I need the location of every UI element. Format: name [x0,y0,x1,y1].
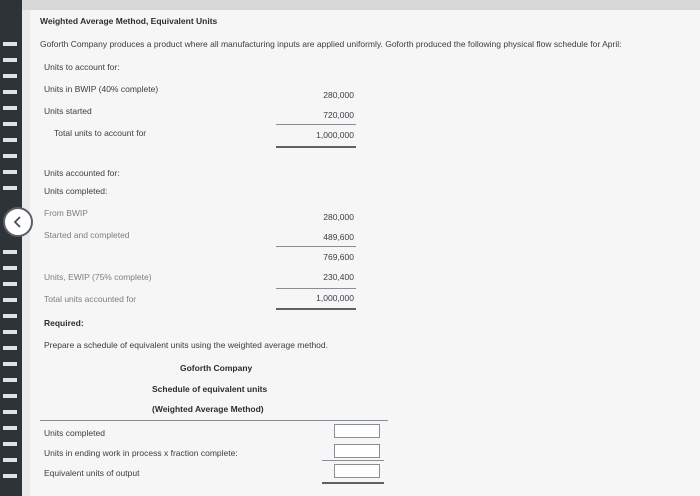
sidebar-tick [3,394,17,398]
sidebar-tick [3,410,17,414]
row-label: Total units to account for [54,128,147,138]
sidebar-tick [3,330,17,334]
sidebar-tick [3,474,17,478]
units-accounted-heading: Units accounted for: [44,168,120,178]
row-value: 1,000,000 [316,293,354,303]
schedule-row-label: Equivalent units of output [44,468,140,478]
row-label: Units, EWIP (75% complete) [44,272,152,282]
sidebar-tick [3,426,17,430]
sidebar-tick [3,282,17,286]
sidebar-tick [3,170,17,174]
row-value: 720,000 [323,110,354,120]
total-rule [322,482,384,484]
sidebar-tick [3,106,17,110]
units-completed-field[interactable] [335,430,379,442]
schedule-top-rule [40,420,388,421]
units-to-account-heading: Units to account for: [44,62,120,72]
schedule-title: Schedule of equivalent units [152,384,268,394]
row-label: Started and completed [44,230,130,240]
row-value: 280,000 [323,212,354,222]
chevron-left-icon [11,215,25,229]
subtotal-rule [276,124,356,125]
sidebar-tick [3,250,17,254]
sidebar-tick [3,314,17,318]
subtotal-rule [276,288,356,289]
sidebar-tick [3,138,17,142]
sidebar-tick [3,154,17,158]
sidebar-tick [3,298,17,302]
units-completed-input[interactable] [334,424,380,438]
sidebar-tick [3,442,17,446]
row-value: 489,600 [323,232,354,242]
ewip-equivalent-input[interactable] [334,444,380,458]
row-label: From BWIP [44,208,88,218]
row-label: Units in BWIP (40% complete) [44,84,159,94]
back-button[interactable] [3,207,33,237]
schedule-row-label: Units in ending work in process x fraction complete: [44,448,238,458]
sidebar-tick [3,458,17,462]
sidebar-tick [3,362,17,366]
page-title: Weighted Average Method, Equivalent Units [40,16,218,26]
top-bar [22,0,700,10]
equivalent-units-output-field[interactable] [335,470,379,482]
units-completed-subheading: Units completed: [44,186,108,196]
problem-sheet [30,10,700,496]
problem-description: Goforth Company produces a product where all manufacturing inputs are applied uniformly. Goforth produced the following physical flow schedule for April: [40,39,622,49]
subtotal-rule [276,246,356,247]
sidebar-tick [3,58,17,62]
row-label: Units started [44,106,92,116]
sidebar-tick [3,378,17,382]
sidebar-tick [3,346,17,350]
row-label: Total units accounted for [44,294,137,304]
required-instruction: Prepare a schedule of equivalent units using the weighted average method. [44,340,328,350]
row-value: 769,600 [323,252,354,262]
sidebar-tick [3,122,17,126]
row-value: 280,000 [323,90,354,100]
sidebar-tick [3,42,17,46]
subtotal-rule [322,460,384,461]
total-rule [276,146,356,148]
sidebar-tick [3,266,17,270]
equivalent-units-output-input[interactable] [334,464,380,478]
sidebar-tick [3,90,17,94]
sidebar-tick [3,186,17,190]
total-rule [276,308,356,310]
left-sidebar [0,0,22,496]
schedule-company: Goforth Company [180,363,253,373]
schedule-method: (Weighted Average Method) [152,404,264,414]
sidebar-tick [3,74,17,78]
row-value: 230,400 [323,272,354,282]
required-heading: Required: [44,318,84,328]
schedule-row-label: Units completed [44,428,105,438]
row-value: 1,000,000 [316,130,354,140]
